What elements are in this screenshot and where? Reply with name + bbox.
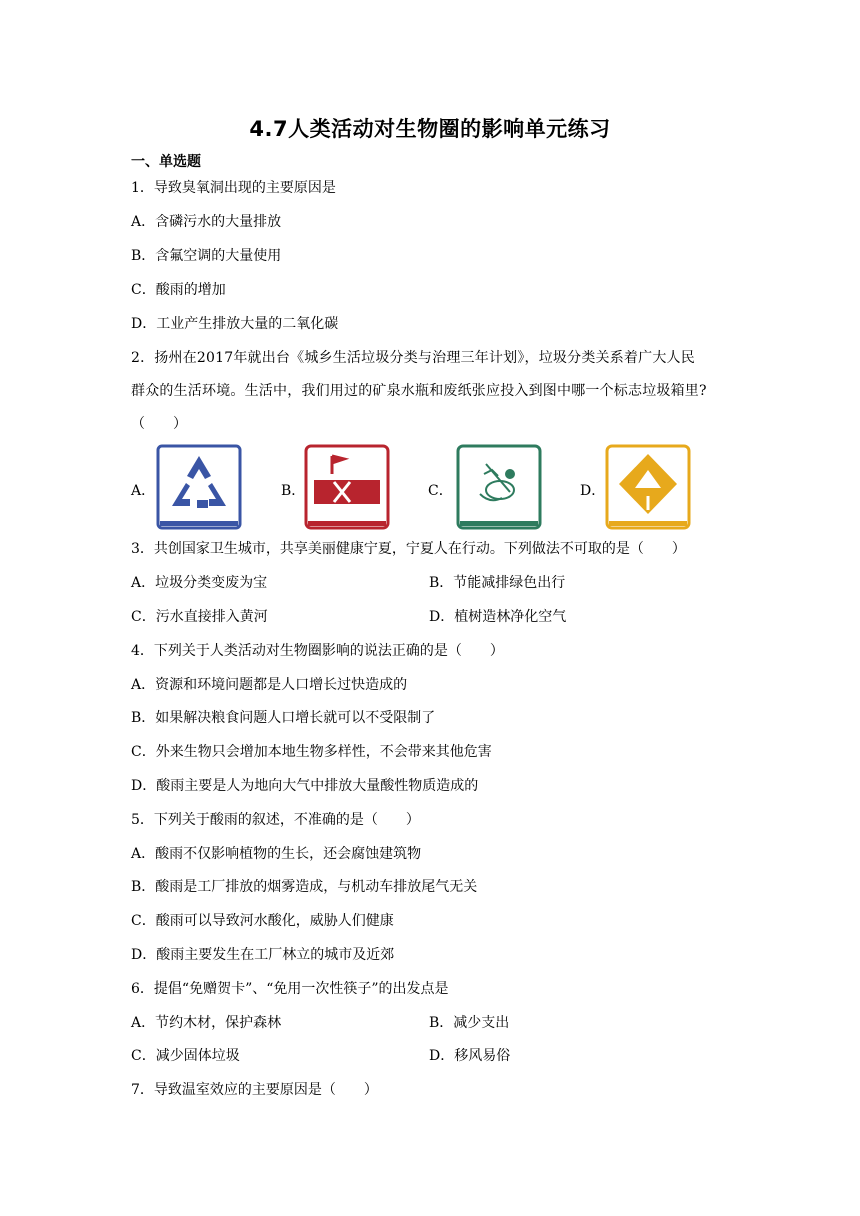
q4-option-a[interactable]: A．资源和环境问题都是人口增长过快造成的 (131, 677, 408, 693)
q1-stem: 1．导致臭氧洞出现的主要原因是 (131, 180, 336, 196)
q6-option-d[interactable]: D．移风易俗 (429, 1048, 511, 1064)
q3-option-a[interactable]: A．垃圾分类变废为宝 (131, 575, 268, 591)
q2-option-c-label[interactable]: C． (428, 483, 453, 499)
kitchen-waste-icon[interactable] (456, 444, 542, 530)
q2-stem-line1: 2．扬州在2017年就出台《城乡生活垃圾分类与治理三年计划》，垃圾分类关系着广大人民 (131, 350, 695, 366)
q2-stem-line2: 群众的生活环境。生活中，我们用过的矿泉水瓶和废纸张应投入到图中哪一个标志垃圾箱里? (131, 383, 707, 399)
recycle-icon[interactable] (156, 444, 242, 530)
q2-option-b-label[interactable]: B． (281, 483, 306, 499)
q3-option-c[interactable]: C．污水直接排入黄河 (131, 609, 268, 625)
q1-option-b[interactable]: B．含氟空调的大量使用 (131, 248, 282, 264)
q2-options-row (131, 444, 731, 534)
q3-stem: 3．共创国家卫生城市，共享美丽健康宁夏，宁夏人在行动。下列做法不可取的是（ ） (131, 541, 686, 557)
other-waste-icon[interactable] (605, 444, 691, 530)
q3-option-b[interactable]: B．节能减排绿色出行 (429, 575, 566, 591)
q5-option-c[interactable]: C．酸雨可以导致河水酸化，威胁人们健康 (131, 913, 394, 929)
q1-option-d[interactable]: D．工业产生排放大量的二氧化碳 (131, 316, 339, 332)
q1-option-a[interactable]: A．含磷污水的大量排放 (131, 214, 282, 230)
q6-stem: 6．提倡“免赠贺卡”、“免用一次性筷子”的出发点是 (131, 981, 449, 997)
q5-option-d[interactable]: D．酸雨主要发生在工厂林立的城市及近郊 (131, 947, 395, 963)
q3-option-d[interactable]: D．植树造林净化空气 (429, 609, 567, 625)
q2-option-a-label[interactable]: A． (131, 483, 156, 499)
q5-option-b[interactable]: B．酸雨是工厂排放的烟雾造成，与机动车排放尾气无关 (131, 879, 478, 895)
q6-option-b[interactable]: B．减少支出 (429, 1015, 510, 1031)
q6-option-c[interactable]: C．减少固体垃圾 (131, 1048, 240, 1064)
q7-stem: 7．导致温室效应的主要原因是（ ） (131, 1082, 378, 1098)
q4-option-d[interactable]: D．酸雨主要是人为地向大气中排放大量酸性物质造成的 (131, 778, 479, 794)
q4-option-b[interactable]: B．如果解决粮食问题人口增长就可以不受限制了 (131, 710, 436, 726)
q5-option-a[interactable]: A．酸雨不仅影响植物的生长，还会腐蚀建筑物 (131, 846, 422, 862)
page-title: 4.7人类活动对生物圈的影响单元练习 (249, 117, 611, 141)
q2-option-d-label[interactable]: D． (580, 483, 606, 499)
q6-option-a[interactable]: A．节约木材，保护森林 (131, 1015, 282, 1031)
q4-stem: 4．下列关于人类活动对生物圈影响的说法正确的是（ ） (131, 643, 504, 659)
hazard-bin-icon[interactable] (304, 444, 390, 530)
q4-option-c[interactable]: C．外来生物只会增加本地生物多样性，不会带来其他危害 (131, 744, 492, 760)
q5-stem: 5．下列关于酸雨的叙述，不准确的是（ ） (131, 812, 420, 828)
section-heading: 一、单选题 (131, 154, 201, 170)
q1-option-c[interactable]: C．酸雨的增加 (131, 282, 226, 298)
q2-stem-line3: （ ） (131, 416, 187, 432)
